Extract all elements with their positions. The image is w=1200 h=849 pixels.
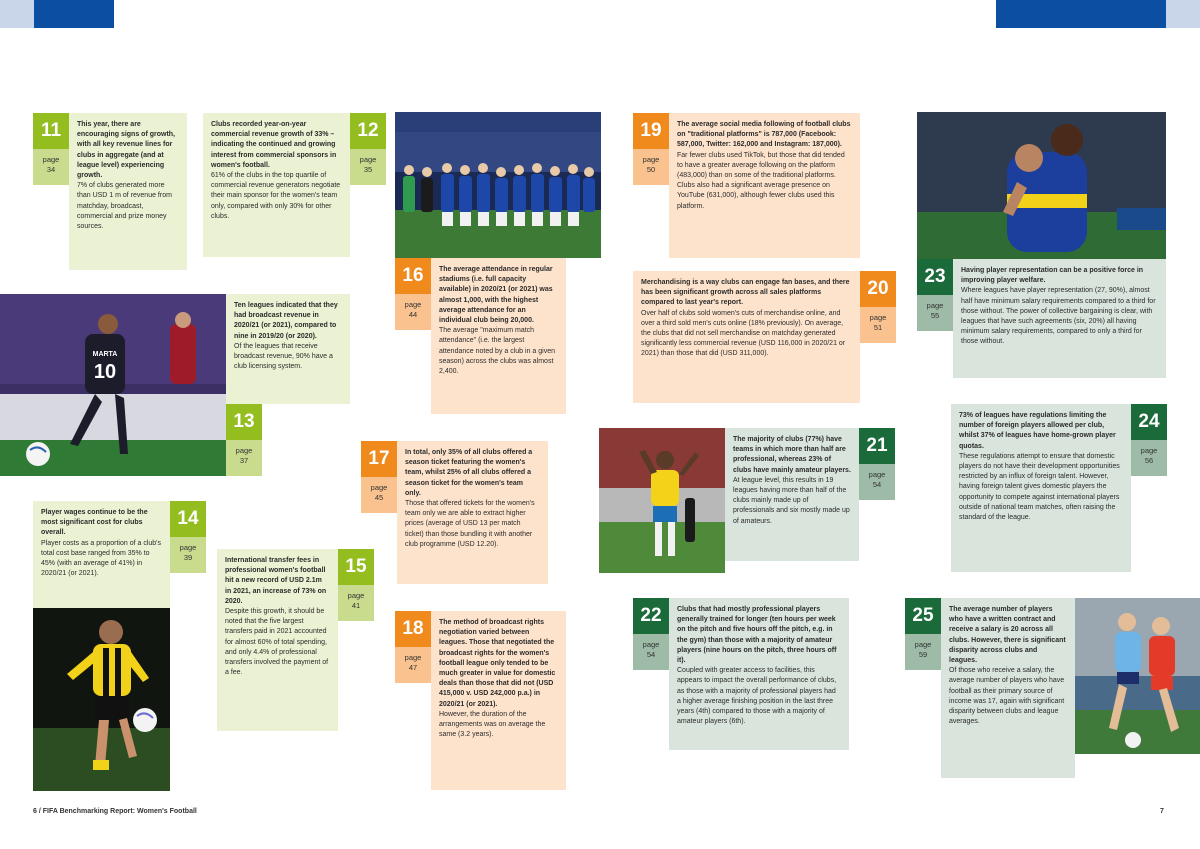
fact-headline: Clubs that had mostly professional players generally trained for longer (ten hours per week on the pitch and five hours off the pitch, e.g. in the gym) than those with a majority of amateur players (nine hours on the pitch, three hours off it).	[677, 606, 837, 665]
fact-body: Far fewer clubs used TikTok, but those that did tended to have a greater average following on the platform (483,000) than on some of the traditional platforms. Clubs also had a significant average presence on YouTube (631,000), although fewer clubs used this platform.	[677, 151, 845, 210]
fact-headline: The average social media following of football clubs on "traditional platforms" is 787,000 (Facebook: 587,000, Twitter: 162,000 and Instagram: 187,000).	[677, 121, 851, 149]
photo-players-contest	[1075, 598, 1200, 754]
page-ref-13[interactable]	[226, 440, 262, 476]
footer-left: 6 / FIFA Benchmarking Report: Women's Football	[33, 808, 197, 815]
number-badge-25: 25	[905, 598, 941, 634]
fact-card-18	[431, 611, 566, 790]
page-ref-label: page	[404, 300, 422, 309]
page-ref-label: page	[1140, 446, 1158, 455]
fact-card-23	[953, 259, 1166, 378]
fact-headline: International transfer fees in professional women's football hit a new record of USD 2.1m in 2021, an increase of 73% on 2020.	[225, 557, 327, 605]
page-ref-label: page	[370, 483, 388, 492]
page-ref-label: page	[235, 446, 253, 455]
page-ref-14[interactable]	[170, 537, 206, 573]
fact-body: Coupled with greater access to facilities, this appears to impact the overall performance of clubs, as those with a majority of professional players had a higher average finishing position in the last three years (4th) compared to those with a majority of amateur players (6th).	[677, 667, 837, 726]
number-badge-17: 17	[361, 441, 397, 477]
page-ref-number: 44	[408, 310, 418, 319]
fact-body: Where leagues have player representation (27, 90%), almost half have minimum salary requirements compared to a third for those without. The power of collective bargaining is clear, with leagues that have such agreements (six, 20%) all having minimum salary requirements, compared to only a third for those without.	[961, 287, 1156, 346]
number-badge-15: 15	[338, 549, 374, 585]
page-ref-25[interactable]	[905, 634, 941, 670]
page-ref-number: 51	[873, 323, 883, 332]
page-ref-number: 54	[872, 480, 882, 489]
page-ref-11[interactable]	[33, 149, 69, 185]
page-ref-16[interactable]	[395, 294, 431, 330]
photo-stadium-team	[395, 112, 601, 258]
page-ref-label: page	[642, 640, 660, 649]
page-ref-label: page	[914, 640, 932, 649]
fact-card-20	[633, 271, 860, 403]
photo-player-celebrating	[599, 428, 725, 573]
fact-card-25	[941, 598, 1075, 778]
fact-card-11	[69, 113, 187, 270]
header-bar-left-light	[0, 0, 34, 28]
page-ref-number: 47	[408, 663, 418, 672]
number-badge-18: 18	[395, 611, 431, 647]
page-ref-label: page	[347, 591, 365, 600]
fact-card-24	[951, 404, 1131, 572]
page-ref-label: page	[868, 470, 886, 479]
fact-body: 61% of the clubs in the top quartile of commercial revenue generators negotiate their main sponsor for the women's team only, compared with only 30% for other clubs.	[211, 172, 341, 220]
fact-body: Those that offered tickets for the women's team only we are able to extract higher prices (average of USD 13 per match ticket) than those bundling it with another club programme (USD 12.20).	[405, 500, 535, 548]
fact-headline: In total, only 35% of all clubs offered a season ticket featuring the women's team, whilst 25% of all clubs offered a season ticket for the women's team only.	[405, 449, 533, 497]
number-badge-13: 13	[226, 404, 262, 440]
fact-headline: The majority of clubs (77%) have teams in which more than half are professional, whereas 23% of clubs have mainly amateur players.	[733, 436, 851, 474]
fact-card-14	[33, 501, 170, 608]
page-ref-number: 41	[351, 601, 361, 610]
number-badge-22: 22	[633, 598, 669, 634]
fact-body: 7% of clubs generated more than USD 1 m of revenue from matchday, broadcast, commercial and prize money sources.	[77, 182, 172, 231]
footer-page-number: 7	[1160, 808, 1164, 815]
page-ref-label: page	[926, 301, 944, 310]
page-ref-number: 45	[374, 493, 384, 502]
header-bar-right	[996, 0, 1166, 28]
fact-body: Despite this growth, it should be noted that the five largest transfers paid in 2021 accounted for almost 60% of total spending, and only 4.4% of professional transfers involved the payment of a fee.	[225, 608, 329, 677]
fact-body: At league level, this results in 19 leagues having more than half of the clubs mainly made up of professionals and six mostly made up of amateurs.	[733, 476, 850, 525]
page-ref-19[interactable]	[633, 149, 669, 185]
fact-headline: The method of broadcast rights negotiation varied between leagues. Those that negotiated the broadcast rights for the women's football league only tended to be much greater in value for domestic deals than those that did not (USD 415,000 v. USD 242,000 p.a.) in 2020/21 (or 2021).	[439, 619, 556, 708]
fact-card-19	[669, 113, 860, 258]
fact-headline: The average number of players who have a written contract and receive a salary is 20 across all clubs. However, there is significant disparity across clubs and leagues.	[949, 606, 1066, 665]
fact-headline: Player wages continue to be the most significant cost for clubs overall.	[41, 509, 148, 537]
photo-player-yellow	[33, 608, 170, 791]
number-badge-14: 14	[170, 501, 206, 537]
page-ref-21[interactable]	[859, 464, 895, 500]
fact-headline: This year, there are encouraging signs of growth, with all key revenue lines for clubs in aggregate (and at league level) experiencing growth.	[77, 121, 175, 180]
fact-card-15	[217, 549, 338, 731]
fact-headline: Ten leagues indicated that they had broadcast revenue in 2020/21 (or 2021), compared to nine in 2019/20 (or 2020).	[234, 302, 338, 340]
page-ref-label: page	[359, 155, 377, 164]
fact-body: Of the leagues that receive broadcast revenue, 90% have a club licensing system.	[234, 342, 333, 371]
header-bar-right-light	[1166, 0, 1200, 28]
page-ref-number: 50	[646, 165, 656, 174]
number-badge-20: 20	[860, 271, 896, 307]
number-badge-23: 23	[917, 259, 953, 295]
page-ref-number: 54	[646, 650, 656, 659]
fact-body: Of those who receive a salary, the average number of players who have football as their primary source of income was 17, again with significant disparity between clubs and league averages.	[949, 667, 1065, 726]
shirt-name-text: MARTA	[92, 351, 118, 358]
page-ref-number: 35	[363, 165, 373, 174]
page-ref-17[interactable]	[361, 477, 397, 513]
page-ref-label: page	[42, 155, 60, 164]
page-ref-15[interactable]	[338, 585, 374, 621]
page-ref-18[interactable]	[395, 647, 431, 683]
number-badge-16: 16	[395, 258, 431, 294]
page-ref-23[interactable]	[917, 295, 953, 331]
header-bar-left	[34, 0, 114, 28]
fact-headline: Merchandising is a way clubs can engage fan bases, and there has been significant growth across all sales platforms compared to last year's report.	[641, 279, 850, 307]
fact-body: However, the duration of the arrangements was on average the same (3.2 years).	[439, 710, 546, 739]
page-ref-number: 59	[918, 650, 928, 659]
number-badge-24: 24	[1131, 404, 1167, 440]
fact-card-22	[669, 598, 849, 750]
fact-body: The average "maximum match attendance" (i.e. the largest attendance noted by a club in a given season) across the clubs was almost 2,400.	[439, 327, 555, 376]
fact-card-17	[397, 441, 548, 584]
page-ref-label: page	[179, 543, 197, 552]
fact-headline: Clubs recorded year-on-year commercial revenue growth of 33% – indicating the continued and growing interest from commercial sponsors in women's football.	[211, 121, 337, 169]
fact-card-13	[226, 294, 350, 404]
photo-player-kicking	[0, 294, 226, 476]
fact-headline: 73% of leagues have regulations limiting the number of foreign players allowed per club, whilst 37% of leagues have home-grown player quotas.	[959, 412, 1116, 450]
fact-body: Over half of clubs sold women's cuts of merchandise online, and over a third sold men's cuts online (18% previously). On average, the clubs that did not sell merchandise on matchday generated significantly less commercial revenue (USD 116,000 in 2020/21 or 2021) than those that did (USD 311,000).	[641, 309, 846, 358]
fact-card-16	[431, 258, 566, 414]
fact-headline: The average attendance in regular stadiums (i.e. full capacity available) in 2020/21 (or 2021) was almost 1,000, with the highest average attendance for an individual club being 20,000.	[439, 266, 553, 325]
number-badge-11: 11	[33, 113, 69, 149]
page-ref-number: 39	[183, 553, 193, 562]
photo-players-hugging	[917, 112, 1166, 259]
page-ref-label: page	[869, 313, 887, 322]
number-badge-12: 12	[350, 113, 386, 149]
page-ref-24[interactable]	[1131, 440, 1167, 476]
page-ref-20[interactable]	[860, 307, 896, 343]
page-ref-number: 56	[1144, 456, 1154, 465]
page-ref-label: page	[642, 155, 660, 164]
fact-body: Player costs as a proportion of a club's total cost base ranged from 35% to 45% (with an average of 41%) in 2020/21 (or 2021).	[41, 539, 162, 578]
page-ref-number: 37	[239, 456, 249, 465]
fact-body: These regulations attempt to ensure that domestic players do not have their development opportunities restricted by an influx of foreign talent. However, having foreign talent gives domestic players the opportunity to compete against international players outside of national team matches, often raising the standard of the league.	[959, 452, 1120, 522]
page-ref-label: page	[404, 653, 422, 662]
number-badge-21: 21	[859, 428, 895, 464]
page-ref-12[interactable]	[350, 149, 386, 185]
page-ref-number: 34	[46, 165, 56, 174]
page-ref-22[interactable]	[633, 634, 669, 670]
fact-headline: Having player representation can be a positive force in improving player welfare.	[961, 267, 1144, 285]
fact-card-21	[725, 428, 859, 561]
fact-card-12	[203, 113, 350, 257]
number-badge-19: 19	[633, 113, 669, 149]
shirt-number-text: 10	[93, 361, 117, 383]
page-ref-number: 55	[930, 311, 940, 320]
